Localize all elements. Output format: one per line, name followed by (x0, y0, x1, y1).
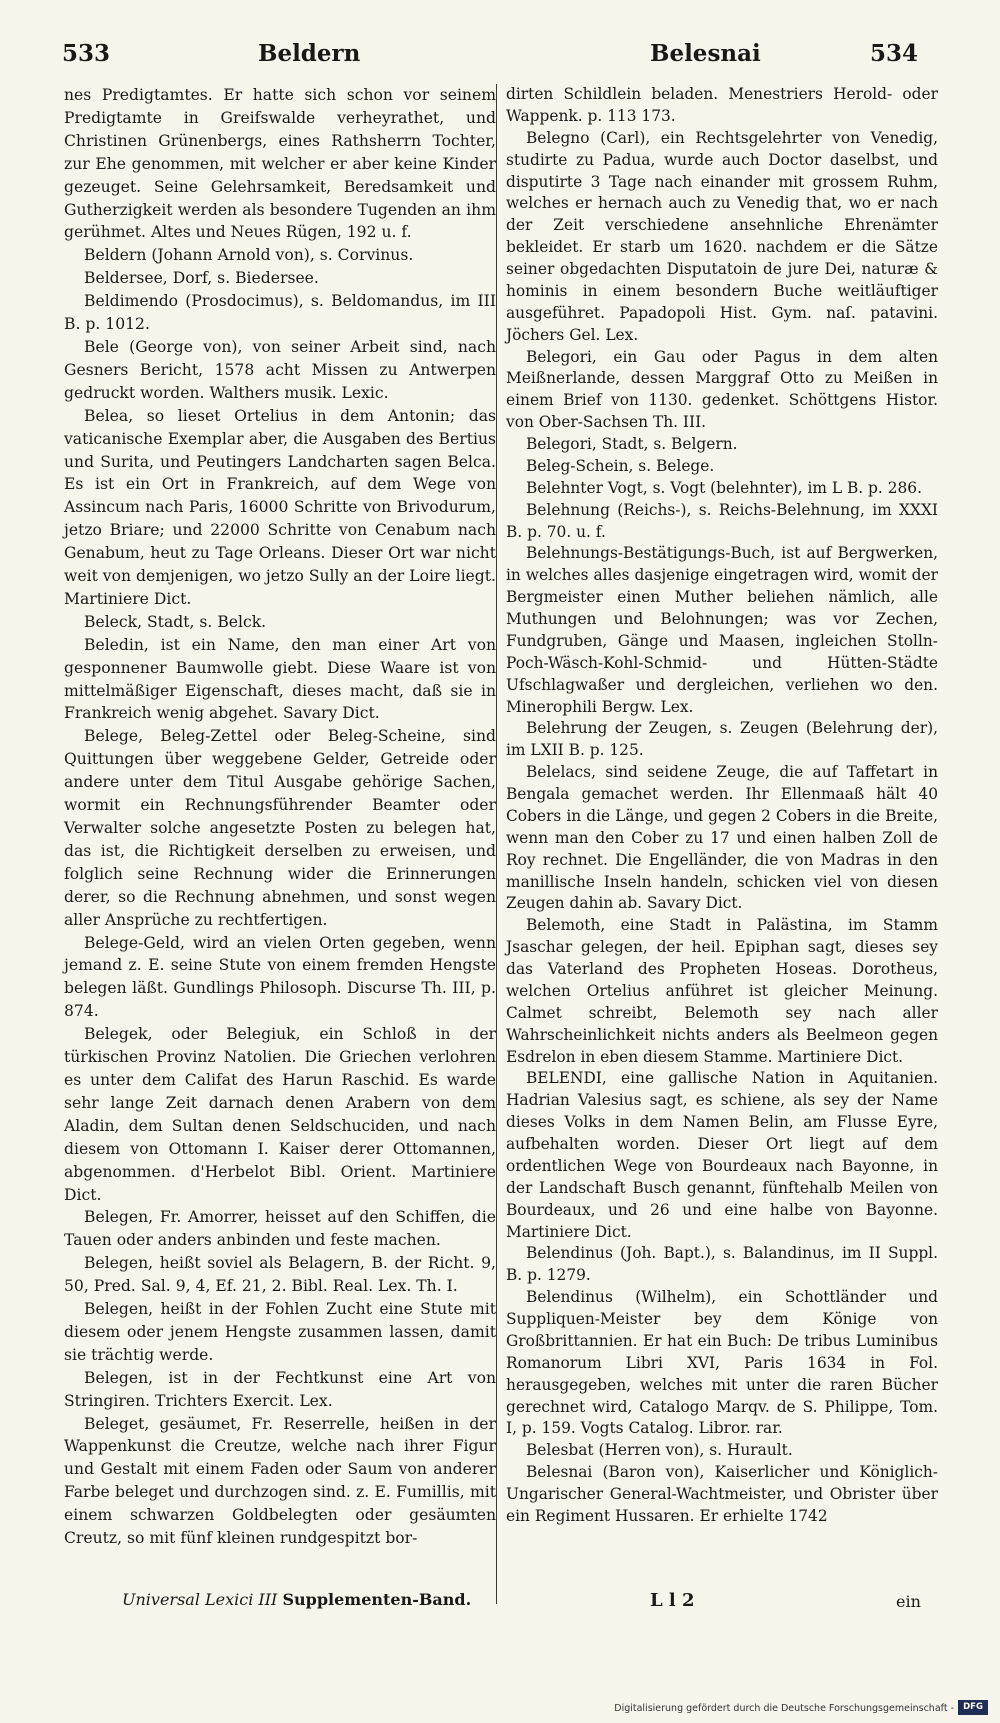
entry-paragraph: Beleck, Stadt, s. Belck. (84, 612, 267, 631)
entry-paragraph: Belegno (Carl), ein Rechtsgelehrter von Venedig, studirte zu Padua, wurde auch Doctor daselbst, und disputirte 3 Tage nach einander mit grossem Ruhm, welches er hernach auch zu Venedig that, wo er nach der Zeit verschiedene ansehnliche Ehrenämter bekleidet. Er starb um 1620. nachdem er die Sätze seiner obgedachten Disputatoin de jure Dei, naturæ & hominis in einem besondern Buche weitläuftiger ausgeführet. Papadopoli Hist. Gym. naſ. patavini. Jöchers Gel. Lex. (506, 128, 938, 344)
column-divider (496, 84, 497, 1604)
entry-paragraph: Bele (George von), von seiner Arbeit sind, nach Gesners Bericht, 1578 acht Missen zu Antwerpen gedruckt worden. Walthers musik. Lexic. (64, 337, 496, 402)
entry-paragraph: Belelacs, sind seidene Zeuge, die auf Taffetart in Bengala gemachet werden. Ihr Ellenmaaß hält 40 Cobers in die Länge, und gegen 2 Cobers in die Breite, wenn man den Cober zu 17 und einen halben Zoll de Roy rechnet. Die Engelländer, die von Madras in den manillische Inseln handeln, schicken viel von diesen Zeugen dahin ab. Savary Dict. (506, 763, 938, 913)
entry-paragraph: Belegen, heißt soviel als Belagern, B. der Richt. 9, 50, Pred. Sal. 9, 4, Ef. 21, 2. Bibl. Real. Lex. Th. I. (64, 1254, 496, 1296)
entry-paragraph: Belege, Beleg-Zettel oder Beleg-Scheine, sind Quittungen über weggebene Gelder, Getreide oder andere unter dem Titul Ausgabe gehörige Sachen, wormit ein Rechnungsführender Beamter oder Verwalter solche angesetzte Posten zu belegen hat, das ist, die Richtigkeit derselben zu erweisen, und folglich seine Rechnung wider die Erinnerungen derer, so die Rechnung abnehmen, und sonst wegen aller Ansprüche zu rechtfertigen. (64, 727, 496, 929)
entry-paragraph: Beldern (Johann Arnold von), s. Corvinus. (84, 246, 414, 265)
right-column (506, 84, 938, 1528)
entry-paragraph: Beldersee, Dorf, s. Biedersee. (84, 269, 319, 288)
signature-title-bold: Supplementen-Band. (282, 1590, 472, 1609)
signature-title: Universal Lexici III (122, 1590, 278, 1609)
entry-paragraph: Beldimendo (Prosdocimus), s. Beldomandus, im III B. p. 1012. (64, 292, 496, 334)
running-header (0, 40, 1000, 80)
entry-paragraph: Beleget, gesäumet, Fr. Reserrelle, heißen in der Wappenkunst die Creutze, welche nach ihrer Figur und Gestalt mit einem Faden oder Saum von anderer Farbe beleget und durchzogen sind. z. E. Fumillis, mit einem schwarzen Goldbelegten oder gesäumten Creutz, so mit fünf kleinen rundgespitzt bor- (64, 1414, 496, 1548)
entry-paragraph: nes Predigtamtes. Er hatte sich schon vor seinem Predigtamte in Greifswalde verheyrathet, und Christinen Grünenbergs, eines Rathsherrn Tochter, zur Ehe genommen, mit welcher er aber keine Kinder gezeuget. Seine Gelehrsamkeit, Beredsamkeit und Gutherzigkeit werden als besondere Tugenden an ihm gerühmet. Altes und Neues Rügen, 192 u. f. (64, 86, 496, 242)
catchword: ein (896, 1592, 921, 1611)
dfg-logo-icon: DFG (958, 1700, 988, 1715)
entry-paragraph: Belegori, ein Gau oder Pagus in dem alten Meißnerlande, dessen Marggraf Otto zu Meißen in einem Brief von 1130. gedenket. Schöttgens Histor. von Ober-Sachsen Th. III. (506, 347, 938, 432)
entry-paragraph: Belegen, heißt in der Fohlen Zucht eine Stute mit diesem oder jenem Hengste zusammen lassen, damit sie trächtig werde. (64, 1300, 496, 1364)
entry-paragraph: Belegori, Stadt, s. Belgern. (526, 435, 738, 453)
headword-left: Beldern (258, 40, 361, 67)
entry-paragraph: Belendinus (Joh. Bapt.), s. Balandinus, im II Suppl. B. p. 1279. (506, 1244, 938, 1285)
credit-text: Digitalisierung gefördert durch die Deutsche Forschungsgemeinschaft - (614, 1703, 954, 1714)
entry-paragraph: Belegen, Fr. Amorrer, heisset auf den Schiffen, die Tauen oder anders anbinden und feste machen. (64, 1208, 496, 1250)
entry-paragraph: Belemoth, eine Stadt in Palästina, im Stamm Jsaschar gelegen, der heil. Epiphan sagt, dieses sey das Vaterland des Propheten Hoseas. Dorotheus, welchen Ortelius anführet ist gleicher Meinung. Calmet schreibt, Belemoth sey nach aller Wahrscheinlichkeit nichts anders als Beelmeon gegen Esdrelon in eben diesem Stamme. Martiniere Dict. (506, 916, 938, 1066)
entry-paragraph: Belesnai (Baron von), Kaiserlicher und Königlich-Ungarischer General-Wachtmeister, und Obrister über ein Regiment Hussaren. Er erhielte 1742 (506, 1463, 938, 1525)
entry-paragraph: Belege-Geld, wird an vielen Orten gegeben, wenn jemand z. E. seine Stute von einem fremden Hengste belegen läßt. Gundlings Philosoph. Discurse Th. III, p. 874. (64, 933, 496, 1021)
entry-paragraph: BELENDI, eine gallische Nation in Aquitanien. Hadrian Valesius sagt, es schiene, als sey der Name dieses Volks in dem Namen Belin, am Flusse Eyre, aufbehalten worden. Dieser Ort liegt auf dem ordentlichen Wege von Bourdeaux nach Bayonne, in der Landschaft Busch genannt, fünftehalb Meilen von Bourdeaux, und 26 und eine halbe von Bayonne. Martiniere Dict. (506, 1069, 938, 1241)
entry-paragraph: Beledin, ist ein Name, den man einer Art von gesponnener Baumwolle giebt. Diese Waare ist von mittelmäßiger Eigenschaft, dieses macht, daß sie in Frankreich wenig abgehet. Savary Dict. (64, 635, 496, 723)
signature-mark: L l 2 (650, 1590, 695, 1611)
entry-paragraph: Belehnungs-Bestätigungs-Buch, ist auf Bergwerken, in welches alles dasjenige eingetragen wird, womit der Bergmeister einen Muther beliehen nämlich, alle Muthungen und Belohnungen; was vor Zechen, Fundgruben, Gänge und Maasen, ingleichen Stolln-Poch-Wäsch-Kohl-Schmid- und Hütten-Städte Ufschlagwaßer und dergleichen, verliehen wo den. Minerophili Bergw. Lex. (506, 544, 938, 716)
entry-paragraph: Belesbat (Herren von), s. Hurault. (526, 1441, 793, 1460)
left-column (64, 84, 496, 1550)
entry-paragraph: Belegek, oder Belegiuk, ein Schloß in der türkischen Provinz Natolien. Die Griechen verlohren es unter dem Califat des Harun Raschid. Es warde sehr lange Zeit darnach denen Arabern von dem Aladin, dem Sultan denen Seldschuciden, und nach diesem von Ottomann I. Kaiser derer Ottomannen, abgenommen. d'Herbelot Bibl. Orient. Martiniere Dict. (64, 1025, 496, 1204)
entry-paragraph: Beleg-Schein, s. Belege. (526, 456, 715, 475)
digitization-credit (610, 1700, 990, 1718)
entry-paragraph: dirten Schildlein beladen. Menestriers Herold- oder Wappenk. p. 113 173. (506, 85, 938, 125)
volume-signature (122, 1590, 471, 1609)
page-number-left: 533 (62, 40, 111, 67)
entry-paragraph: Belendinus (Wilhelm), ein Schottländer und Suppliquen-Meister bey dem Könige von Großbrittannien. Er hat ein Buch: De tribus Luminibus Romanorum Libri XVI, Paris 1634 in Fol. herausgegeben, welches mit unter die raren Bücher gerechnet wird, Catalogo Marqv. de S. Philippe, Tom. I, p. 159. Vogts Catalog. Libror. rar. (506, 1288, 938, 1438)
page-number-right: 534 (870, 40, 919, 67)
entry-paragraph: Belea, so lieset Ortelius in dem Antonin; das vaticanische Exemplar aber, die Ausgaben des Bertius und Surita, und Peutingers Landcharten sagen Belca. Es ist ein Ort in Frankreich, auf dem Wege von Assincum nach Paris, 16000 Schritte von Brivodurum, jetzo Briare; und 22000 Schritte von Cenabum nach Genabum, heut zu Tage Orleans. Dieser Ort war nicht weit von demjenigen, wo jetzo Sully an der Loire liegt. Martiniere Dict. (64, 406, 496, 608)
entry-paragraph: Belehnung (Reichs-), s. Reichs-Belehnung, im XXXI B. p. 70. u. f. (506, 500, 938, 541)
entry-paragraph: Belehrung der Zeugen, s. Zeugen (Belehrung der), im LXII B. p. 125. (506, 719, 938, 760)
entry-paragraph: Belegen, ist in der Fechtkunst eine Art von Stringiren. Trichters Exercit. Lex. (64, 1368, 496, 1410)
headword-right: Belesnai (650, 40, 761, 67)
entry-paragraph: Belehnter Vogt, s. Vogt (belehnter), im L B. p. 286. (526, 478, 922, 497)
